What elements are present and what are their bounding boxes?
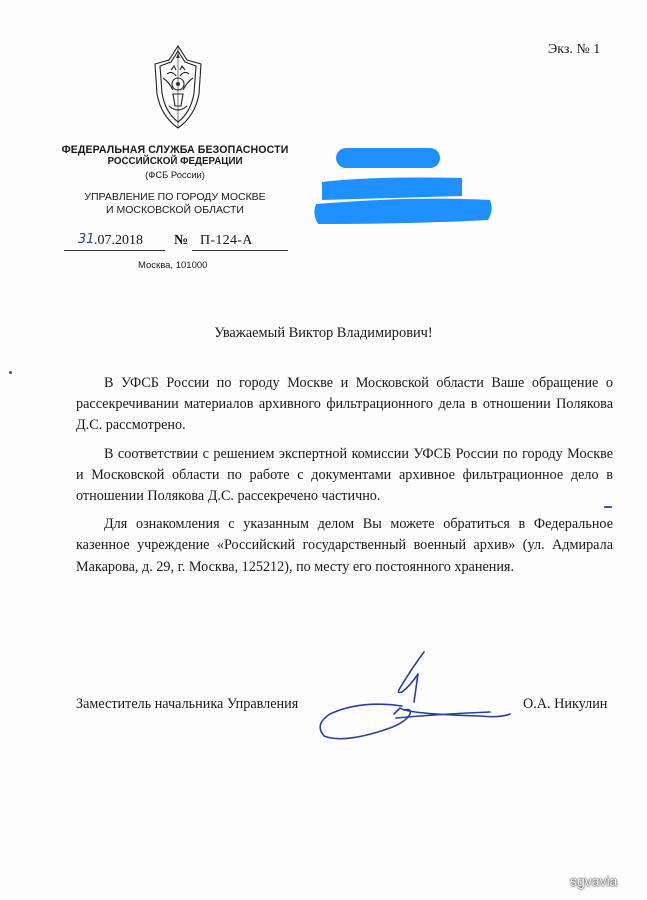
- number-underline: [192, 250, 288, 251]
- redaction-mark: [312, 138, 512, 238]
- date-number-line: [64, 232, 289, 252]
- date-underline: [64, 250, 165, 251]
- underlined-highlight: в отношении Полякова Д.С. рассекречено частично.: [76, 466, 613, 505]
- org-line-3: (ФСБ России): [145, 169, 205, 180]
- letter-body: [76, 373, 613, 585]
- handwritten-signature: [300, 648, 540, 748]
- city-postcode: Москва, 101000: [138, 260, 208, 271]
- scan-speck: [9, 371, 12, 374]
- org-line-1: ФЕДЕРАЛЬНАЯ СЛУЖБА БЕЗОПАСНОСТИ: [61, 144, 289, 156]
- department-name: [40, 191, 310, 217]
- fsb-emblem-icon: [147, 44, 209, 130]
- paragraph-2: [76, 444, 613, 508]
- organization-name: [40, 144, 310, 181]
- paragraph-3: Для ознакомления с указанным делом Вы можете обратиться в Федеральное казенное учреждение «Российский государственный военный архив» (ул. Адмирала Макарова, д. 29, г. Москва, 125212), по месту его постоянного хранения.: [76, 516, 613, 575]
- signatory-name: О.А. Никулин: [523, 696, 608, 712]
- paragraph-1: В УФСБ России по городу Москве и Московской области Ваше обращение о рассекречивании материалов архивного фильтрационного дела в отношении Полякова Д.С. рассмотрено.: [76, 375, 613, 434]
- copy-number: Экз. № 1: [548, 42, 601, 57]
- org-line-2: РОССИЙСКОЙ ФЕДЕРАЦИИ: [107, 156, 243, 167]
- registration-number: П-124-А: [200, 233, 253, 248]
- dept-line-2: И МОСКОВСКОЙ ОБЛАСТИ: [106, 204, 244, 216]
- dept-line-1: УПРАВЛЕНИЕ ПО ГОРОДУ МОСКВЕ: [84, 191, 266, 203]
- handwritten-day: 31: [78, 232, 95, 247]
- date-month-year: .07.2018: [94, 233, 143, 248]
- paragraph-2-text: В соответствии с решением экспертной комиссии УФСБ России по городу Москве и Московской области по работе с документами архивное фильтрационное дело: [76, 445, 613, 483]
- signatory-title: Заместитель начальника Управления: [76, 696, 299, 712]
- watermark: sgvavia: [570, 873, 618, 889]
- salutation: Уважаемый Виктор Владимирович!: [214, 325, 433, 341]
- number-label: №: [174, 233, 189, 248]
